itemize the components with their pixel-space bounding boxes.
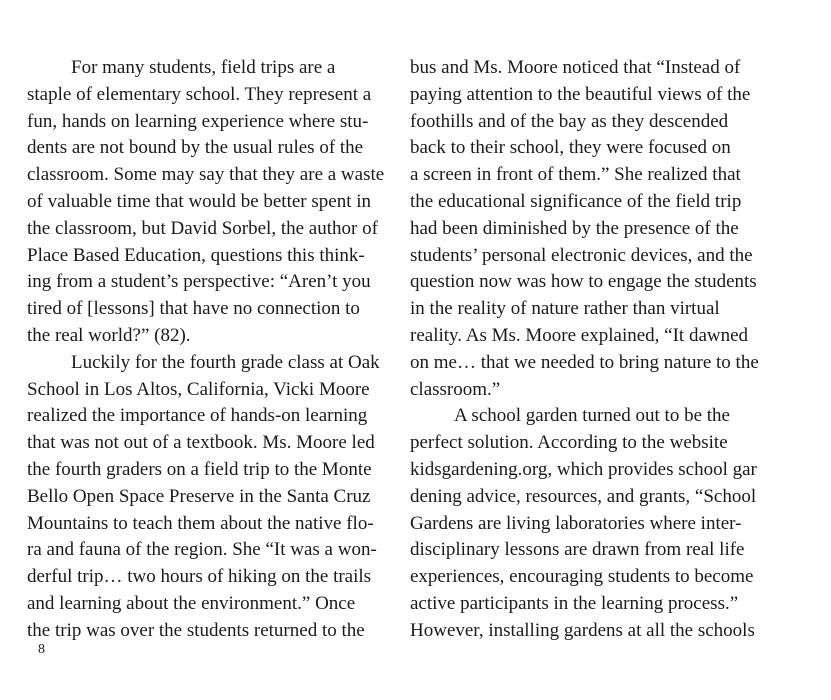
- text-line: ing from a student’s perspective: “Aren’t you: [27, 271, 371, 293]
- text-line: Mountains to teach them about the native flo-: [27, 512, 374, 534]
- text-line: that was not out of a textbook. Ms. Moore led: [27, 432, 375, 454]
- text-line: back to their school, they were focused on: [410, 137, 731, 159]
- right-text-column: [410, 55, 780, 645]
- text-line: paying attention to the beautiful views of the: [410, 83, 751, 105]
- text-line: staple of elementary school. They represent a: [27, 83, 372, 105]
- text-line: had been diminished by the presence of the: [410, 217, 739, 239]
- text-line: tired of [lessons] that have no connection to: [27, 298, 360, 320]
- text-line: experiences, encouraging students to become: [410, 566, 754, 588]
- text-line: the fourth graders on a field trip to the Monte: [27, 458, 372, 480]
- page-number: 8: [38, 642, 45, 657]
- text-line: dents are not bound by the usual rules of the: [27, 137, 364, 159]
- text-line: the educational significance of the field trip: [410, 190, 742, 212]
- text-line: and learning about the environment.” Once: [27, 592, 356, 614]
- text-line: students’ personal electronic devices, and the: [410, 244, 753, 266]
- text-line: kidsgardening.org, which provides school gar: [410, 458, 757, 480]
- text-line: of valuable time that would be better spent in: [27, 190, 372, 212]
- text-line: the real world?” (82).: [27, 324, 191, 346]
- text-line: Gardens are living laboratories where inter-: [410, 512, 742, 534]
- text-line: active participants in the learning process.”: [410, 592, 739, 614]
- text-line: classroom.”: [410, 378, 501, 400]
- text-line: in the reality of nature rather than virtual: [410, 298, 720, 320]
- text-line: dening advice, resources, and grants, “School: [410, 485, 757, 507]
- text-line: a screen in front of them.” She realized that: [410, 164, 741, 186]
- text-line: on me… that we needed to bring nature to the: [410, 351, 759, 373]
- text-line: disciplinary lessons are drawn from real life: [410, 539, 745, 561]
- text-line: However, installing gardens at all the schools: [410, 619, 755, 641]
- text-line: question now was how to engage the students: [410, 271, 757, 293]
- text-line: A school garden turned out to be the: [454, 405, 730, 427]
- text-line: the classroom, but David Sorbel, the author of: [27, 217, 378, 239]
- text-line: ra and fauna of the region. She “It was a won-: [27, 539, 377, 561]
- text-line: the trip was over the students returned to the: [27, 619, 365, 641]
- text-line: School in Los Altos, California, Vicki Moore: [27, 378, 370, 400]
- text-line: classroom. Some may say that they are a waste: [27, 164, 385, 186]
- text-line: foothills and of the bay as they descended: [410, 110, 729, 132]
- text-line: reality. As Ms. Moore explained, “It dawned: [410, 324, 749, 346]
- text-line: bus and Ms. Moore noticed that “Instead of: [410, 57, 741, 78]
- text-line: realized the importance of hands-on learning: [27, 405, 368, 427]
- text-line: derful trip… two hours of hiking on the trails: [27, 566, 372, 588]
- text-line: For many students, field trips are a: [71, 57, 336, 78]
- text-line: perfect solution. According to the website: [410, 432, 728, 454]
- text-line: Luckily for the fourth grade class at Oak: [71, 351, 380, 373]
- text-line: Place Based Education, questions this think-: [27, 244, 365, 266]
- text-line: fun, hands on learning experience where stu-: [27, 110, 369, 132]
- text-line: Bello Open Space Preserve in the Santa Cruz: [27, 485, 371, 507]
- left-text-column: [27, 55, 397, 645]
